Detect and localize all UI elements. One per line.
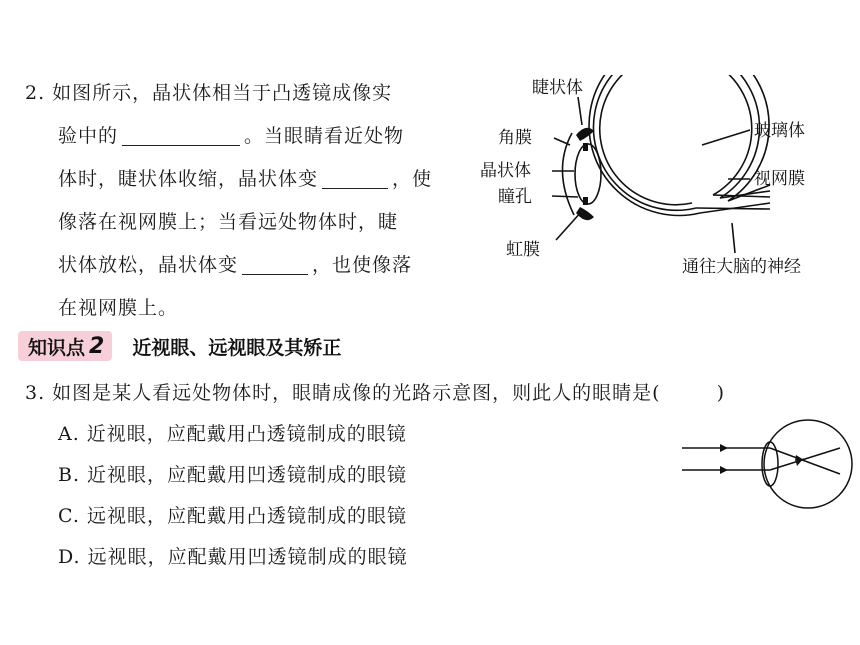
choroid-outline (593, 75, 759, 210)
q2-text: 。当眼睛看近处物 (244, 125, 405, 147)
knowledge-point-badge (18, 331, 112, 361)
cornea-curve (562, 133, 574, 215)
arrow-icon (720, 466, 728, 474)
q2-line-3 (25, 158, 465, 201)
q2-line-2 (25, 115, 465, 158)
label-pupil: 瞳孔 (498, 187, 532, 207)
question-2 (25, 72, 465, 330)
q2-text: 状体放松，晶状体变 (58, 254, 239, 276)
lens-shape (575, 144, 601, 204)
q2-text: 验中的 (58, 125, 119, 147)
label-cornea: 角膜 (498, 128, 532, 148)
arrow-icon (795, 455, 804, 461)
eye-anatomy-diagram (470, 75, 850, 285)
answer-blank-3[interactable] (242, 250, 308, 275)
option-c[interactable]: C. 远视眼，应配戴用凸透镜制成的眼镜 (58, 505, 407, 527)
option-d[interactable]: D. 远视眼，应配戴用凹透镜制成的眼镜 (58, 546, 408, 568)
retina-outline (600, 75, 752, 205)
q2-line-6: 在视网膜上。 (58, 297, 179, 319)
label-ciliary-body: 睫状体 (532, 78, 583, 98)
knowledge-point-label: 知识点 (28, 336, 86, 359)
label-iris: 虹膜 (506, 240, 540, 260)
q2-text: ，使 (392, 168, 433, 190)
knowledge-point-number: 2 (89, 333, 105, 359)
label-optic-nerve: 通往大脑的神经 (682, 257, 801, 277)
knowledge-point-title: 近视眼、远视眼及其矫正 (132, 336, 342, 359)
q2-text: ，也使像落 (312, 254, 413, 276)
label-retina: 视网膜 (754, 169, 805, 189)
ciliary-body-bottom (576, 207, 594, 220)
q3-stem (25, 373, 725, 414)
q2-line-5 (25, 244, 465, 287)
answer-blank-2[interactable] (322, 164, 388, 189)
knowledge-point-header (18, 330, 341, 362)
q2-text: 体时，睫状体收缩，晶状体变 (58, 168, 319, 190)
answer-blank-1[interactable] (122, 121, 240, 146)
q2-line-4: 像落在视网膜上；当看远处物体时，睫 (58, 211, 399, 233)
ciliary-body-top (576, 128, 594, 141)
q3-paren-close: ) (716, 382, 726, 404)
q3-stem-text: 3. 如图是某人看远处物体时，眼睛成像的光路示意图，则此人的眼睛是( (25, 382, 661, 404)
arrow-icon (720, 444, 728, 452)
q2-line-1: 2. 如图所示，晶状体相当于凸透镜成像实 (25, 82, 393, 104)
label-vitreous: 玻璃体 (754, 121, 805, 141)
eyeball-circle (764, 420, 852, 508)
light-path-diagram (680, 418, 860, 518)
question-3 (25, 373, 725, 578)
label-lens: 晶状体 (480, 161, 531, 181)
option-b[interactable]: B. 近视眼，应配戴用凹透镜制成的眼镜 (58, 464, 408, 486)
option-a[interactable]: A. 近视眼，应配戴用凸透镜制成的眼镜 (58, 423, 407, 445)
